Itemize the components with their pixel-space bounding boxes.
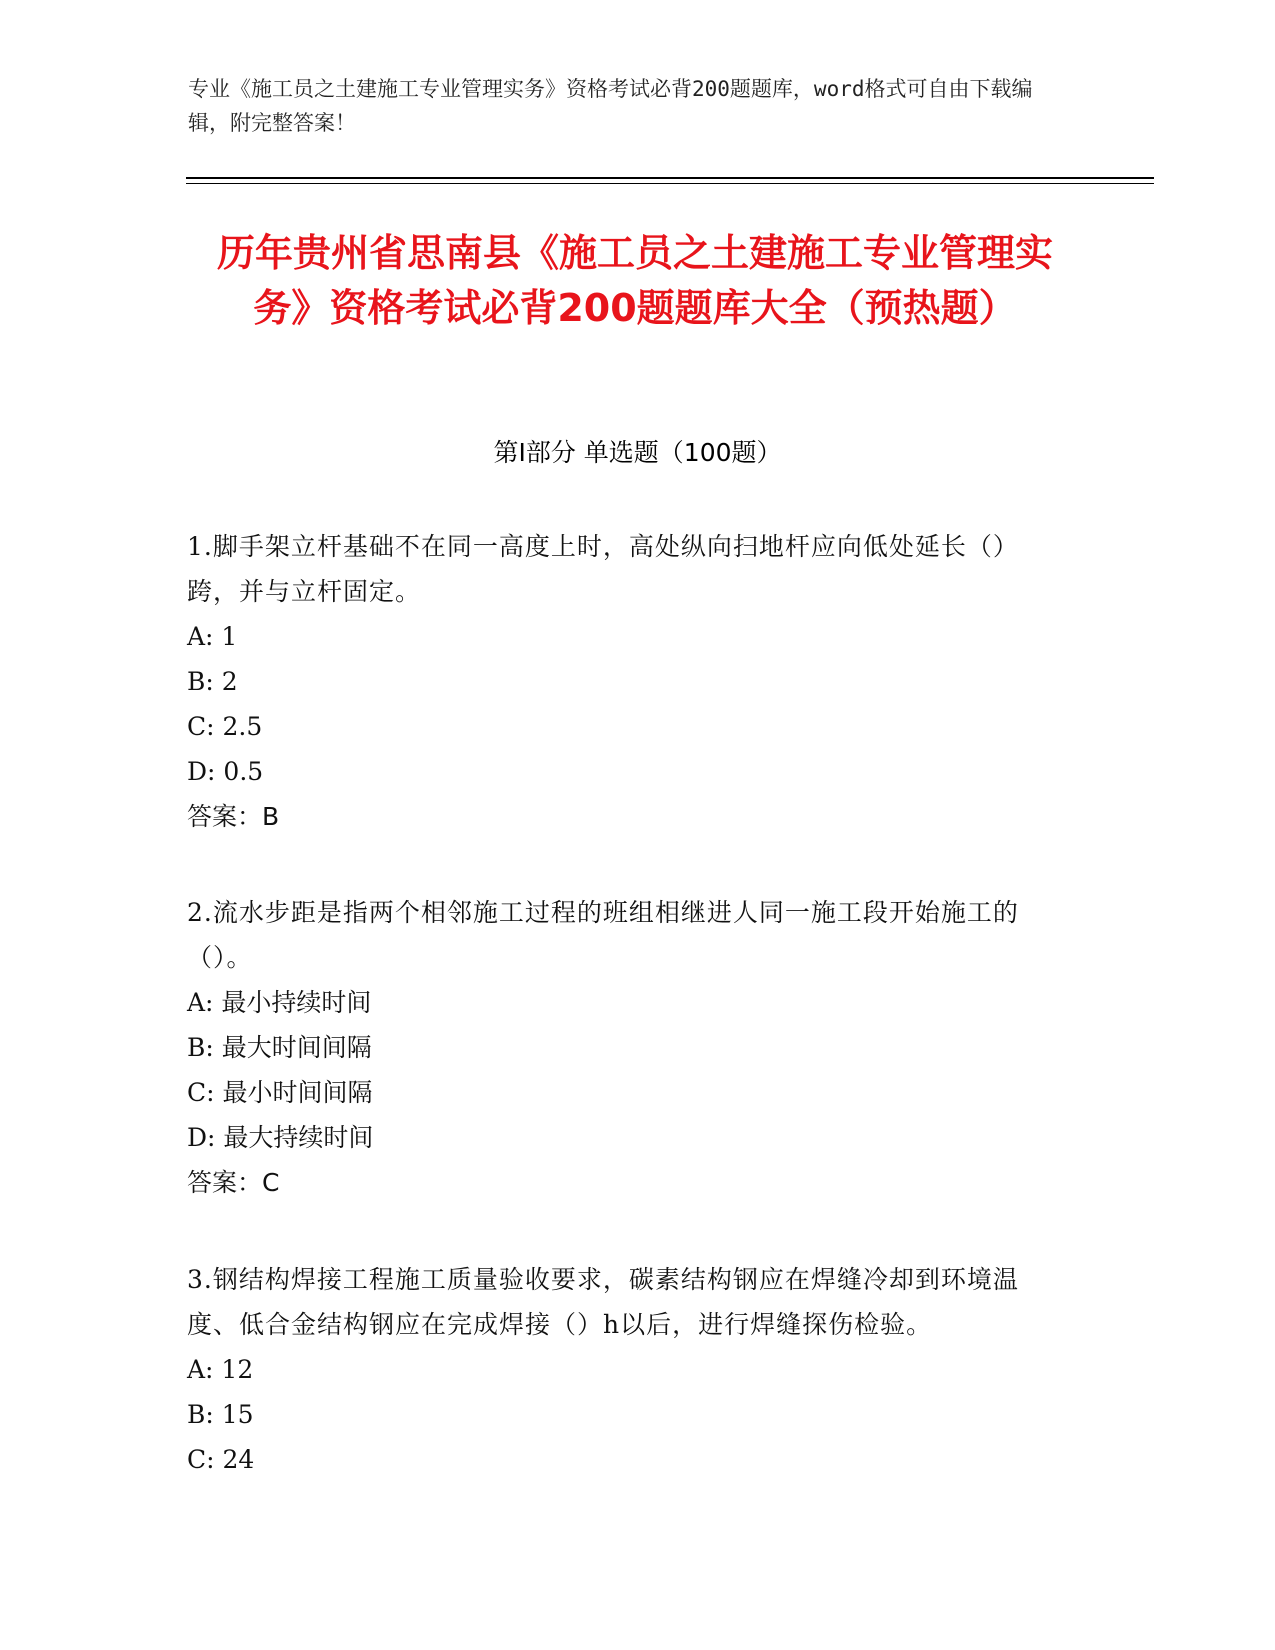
option-a: A: 12: [187, 1355, 254, 1384]
option-b: B: 2: [187, 667, 238, 696]
question-stem: 2.流水步距是指两个相邻施工过程的班组相继进人同一施工段开始施工的（）。: [187, 898, 1019, 972]
question-3: [187, 1257, 1067, 1482]
header-rule-thin: [186, 183, 1154, 184]
option-a: A: 最小持续时间: [187, 988, 372, 1017]
header-rule-thick: [186, 177, 1154, 179]
answer: 答案：B: [187, 802, 280, 831]
question-2: [187, 890, 1067, 1205]
document-title: 历年贵州省思南县《施工员之土建施工专业管理实务》资格考试必背200题题库大全（预热题）: [216, 231, 1053, 330]
question-stem: 3.钢结构焊接工程施工质量验收要求，碳素结构钢应在焊缝冷却到环境温度、低合金结构钢应在完成焊接（）h以后，进行焊缝探伤检验。: [187, 1265, 1019, 1339]
question-stem: 1.脚手架立杆基础不在同一高度上时，高处纵向扫地杆应向低处延长（）跨，并与立杆固定。: [187, 532, 1019, 606]
question-1: [187, 524, 1067, 839]
answer: 答案：C: [187, 1168, 280, 1197]
option-c: C: 24: [187, 1445, 255, 1474]
option-c: C: 最小时间间隔: [187, 1078, 373, 1107]
section-heading: 第Ⅰ部分 单选题（100题）: [493, 438, 782, 467]
option-b: B: 15: [187, 1400, 254, 1429]
option-b: B: 最大时间间隔: [187, 1033, 372, 1062]
option-d: D: 最大持续时间: [187, 1123, 374, 1152]
header-intro: 专业《施工员之土建施工专业管理实务》资格考试必背200题题库，word格式可自由下载编辑，附完整答案！: [188, 77, 1033, 135]
option-a: A: 1: [187, 622, 238, 651]
option-c: C: 2.5: [187, 712, 263, 741]
option-d: D: 0.5: [187, 757, 264, 786]
